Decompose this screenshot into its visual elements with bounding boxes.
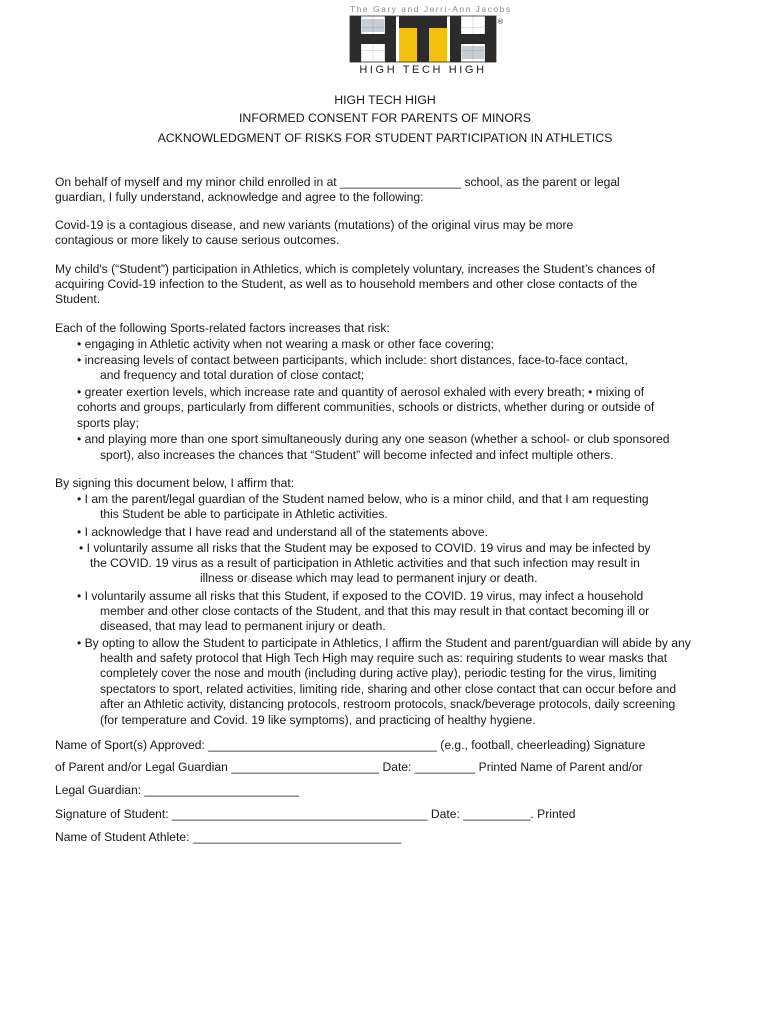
affirm-intro: By signing this document below, I affirm that:	[55, 476, 295, 490]
affirm-continuation: this Student be able to participate in Athletic activities.	[100, 507, 388, 521]
factor-continuation: cohorts and groups, particularly from different communities, schools or districts, whether during or outside of	[77, 400, 655, 414]
affirm-continuation: illness or disease which may lead to permanent injury or death.	[200, 571, 538, 585]
registered-mark: ®	[497, 18, 504, 26]
logo-subtitle: HIGH TECH HIGH	[359, 64, 487, 76]
affirm-continuation: (for temperature and Covid. 19 like symptoms), and practicing of healthy hygiene.	[100, 713, 536, 727]
student-athlete-name-field[interactable]: Name of Student Athlete: _______________________________	[55, 830, 402, 844]
participation-line: Student.	[55, 292, 101, 306]
intro-line: guardian, I fully understand, acknowledge and agree to the following:	[55, 190, 424, 204]
hth-logo	[348, 4, 512, 76]
affirm-bullet: • I voluntarily assume all risks that the Student may be exposed to COVID. 19 virus and may be infected by	[79, 541, 651, 555]
factors-intro: Each of the following Sports-related factors increases that risk:	[55, 321, 390, 335]
affirm-continuation: the COVID. 19 virus as a result of participation in Athletic activities and that such infection may result in	[90, 556, 640, 570]
affirm-bullet: • I voluntarily assume all risks that this Student, if exposed to the COVID. 19 virus, may infect a household	[77, 589, 644, 603]
factor-bullet: • increasing levels of contact between participants, which include: short distances, face-to-face contact,	[77, 353, 628, 367]
affirm-continuation: health and safety protocol that High Tech High may require such as: requiring students to wear masks that	[100, 651, 668, 665]
guardian-signature-field[interactable]: of Parent and/or Legal Guardian ______________________ Date: _________ Printed Name of Parent and/or	[55, 760, 643, 774]
participation-line: acquiring Covid-19 infection to the Student, as well as to household members and other close contacts of the	[55, 277, 638, 291]
factor-continuation: sports play;	[77, 416, 139, 430]
sport-approved-field[interactable]: Name of Sport(s) Approved: __________________________________ (e.g., football, cheerleading) Signature	[55, 738, 646, 752]
participation-line: My child's (“Student”) participation in Athletics, which is completely voluntary, increases the Student’s chances of	[55, 262, 656, 276]
title-school: HIGH TECH HIGH	[334, 93, 436, 107]
title-consent: INFORMED CONSENT FOR PARENTS OF MINORS	[239, 111, 531, 125]
covid-line: contagious or more likely to cause serious outcomes.	[55, 233, 340, 247]
affirm-continuation: after an Athletic activity, distancing protocols, restroom protocols, snack/beverage protocols, daily screening	[100, 697, 676, 711]
hth-logo-mark	[350, 16, 504, 62]
title-acknowledgment: ACKNOWLEDGMENT OF RISKS FOR STUDENT PARTICIPATION IN ATHLETICS	[157, 131, 613, 145]
student-signature-field[interactable]: Signature of Student: ______________________________________ Date: __________. Printed	[55, 807, 576, 821]
factor-bullet: • engaging in Athletic activity when not wearing a mask or other face covering;	[77, 337, 494, 351]
affirm-continuation: member and other close contacts of the Student, and that this may result in that contact becoming ill or	[100, 604, 650, 618]
affirm-continuation: completely cover the nose and mouth (including during active play), periodic testing for the virus, limiting	[100, 666, 657, 680]
factor-bullet: • and playing more than one sport simultaneously during any one season (whether a school- or club sponsored	[77, 432, 670, 446]
factor-bullet: • greater exertion levels, which increase rate and quantity of aerosol exhaled with every breath; • mixing of	[77, 385, 645, 399]
legal-guardian-name-field[interactable]: Legal Guardian: _______________________	[55, 783, 300, 797]
factor-continuation: sport), also increases the chances that “Student” will become infected and infect multiple others.	[100, 448, 614, 462]
covid-line: Covid-19 is a contagious disease, and new variants (mutations) of the original virus may be more	[55, 218, 574, 232]
affirm-continuation: spectators to sport, related activities, limiting ride, sharing and other close contact that can occur before and	[100, 682, 677, 696]
affirm-bullet: • I am the parent/legal guardian of the Student named below, who is a minor child, and that I am requesting	[77, 492, 649, 506]
logo-superscript: The Gary and Jerri-Ann Jacobs	[350, 4, 512, 14]
affirm-continuation: diseased, that may lead to permanent injury or death.	[100, 619, 386, 633]
affirm-bullet: • By opting to allow the Student to participate in Athletics, I affirm the Student and parent/guardian will abide by any	[77, 636, 691, 650]
factor-continuation: and frequency and total duration of close contact;	[100, 368, 365, 382]
intro-line: On behalf of myself and my minor child enrolled in at __________________ school, as the parent or legal	[55, 175, 620, 189]
affirm-bullet: • I acknowledge that I have read and understand all of the statements above.	[77, 525, 488, 539]
